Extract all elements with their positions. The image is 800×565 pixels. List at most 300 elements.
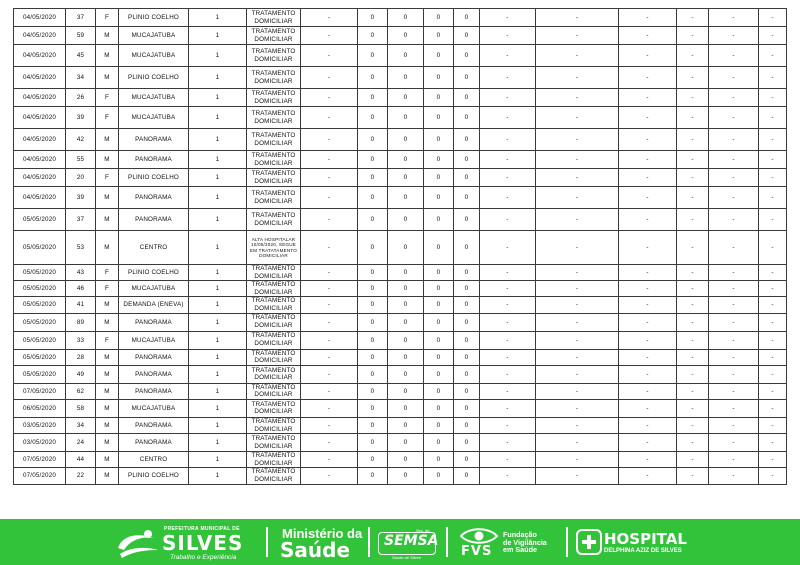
table-cell: 37 [66,9,96,27]
table-cell: - [619,107,677,129]
table-cell: - [759,209,787,231]
table-cell: PLINIO COELHO [119,265,189,281]
table-cell: 1 [189,434,247,452]
table-cell: 07/05/2020 [14,452,66,468]
table-cell: TRATAMENTO DOMICILIAR [247,297,301,313]
table-cell: - [301,151,358,169]
table-cell: - [301,89,358,107]
table-cell: 33 [66,331,96,349]
table-row [14,297,787,313]
table-cell: TRATAMENTO DOMICILIAR [247,9,301,27]
table-cell: - [759,383,787,399]
table-cell: 0 [424,107,454,129]
table-cell: 0 [388,468,424,484]
table-cell: - [759,349,787,365]
ministerio-line2: Saúde [280,538,351,562]
table-cell: 0 [358,452,388,468]
table-cell: - [536,209,619,231]
table-row [14,399,787,417]
table-cell: 0 [358,281,388,297]
table-cell: - [536,297,619,313]
table-cell: MUCAJATUBA [119,45,189,67]
table-cell: - [677,107,709,129]
table-cell: - [709,129,759,151]
table-cell: 06/05/2020 [14,399,66,417]
table-cell: TRATAMENTO DOMICILIAR [247,27,301,45]
table-cell: 0 [358,313,388,331]
hospital-logo [572,519,692,565]
table-cell: 0 [454,313,480,331]
table-cell: 34 [66,67,96,89]
table-cell: 49 [66,365,96,383]
table-cell: 0 [388,331,424,349]
table-cell: 0 [424,399,454,417]
table-cell: - [619,265,677,281]
table-cell: - [480,468,536,484]
table-cell: 0 [388,89,424,107]
table-cell: TRATAMENTO DOMICILIAR [247,151,301,169]
table-cell: - [536,27,619,45]
table-cell: 0 [358,45,388,67]
table-cell: - [677,169,709,187]
table-cell: - [536,151,619,169]
table-cell: - [677,417,709,433]
silves-slogan: Trabalho e Experiência [170,554,237,561]
table-cell: - [677,45,709,67]
table-cell: 0 [358,209,388,231]
table-cell: 05/05/2020 [14,349,66,365]
table-row [14,67,787,89]
table-cell: TRATAMENTO DOMICILIAR [247,281,301,297]
table-cell: 0 [424,27,454,45]
table-cell: F [96,169,119,187]
table-cell: PANORAMA [119,209,189,231]
table-cell: F [96,265,119,281]
table-cell: 1 [189,231,247,265]
table-cell: 04/05/2020 [14,129,66,151]
table-cell: - [480,313,536,331]
table-cell: 55 [66,151,96,169]
table-cell: - [677,9,709,27]
table-cell: 05/05/2020 [14,265,66,281]
table-cell: - [709,452,759,468]
table-cell: - [480,452,536,468]
table-cell: 0 [454,89,480,107]
table-cell: 0 [454,468,480,484]
table-cell: 0 [358,365,388,383]
table-cell: PANORAMA [119,349,189,365]
table-cell: 39 [66,107,96,129]
table-cell: - [619,27,677,45]
table-cell: - [759,67,787,89]
table-cell: 03/05/2020 [14,417,66,433]
table-cell: - [536,169,619,187]
table-cell: 04/05/2020 [14,67,66,89]
table-cell: M [96,129,119,151]
table-cell: 58 [66,399,96,417]
table-cell: 0 [388,187,424,209]
table-cell: - [619,417,677,433]
table-cell: 1 [189,45,247,67]
sponsor-footer [0,519,800,565]
table-cell: PANORAMA [119,129,189,151]
table-cell: - [709,45,759,67]
table-cell: - [677,349,709,365]
table-cell: - [480,417,536,433]
table-cell: F [96,89,119,107]
table-cell: - [536,45,619,67]
table-row [14,129,787,151]
table-row [14,313,787,331]
table-cell: - [536,281,619,297]
table-cell: 0 [424,169,454,187]
table-cell: TRATAMENTO DOMICILIAR [247,265,301,281]
table-cell: - [480,107,536,129]
table-cell: - [709,107,759,129]
table-cell: 0 [388,452,424,468]
table-cell: - [619,281,677,297]
table-cell: DEMANDA (ENEVA) [119,297,189,313]
table-cell: 1 [189,365,247,383]
table-cell: - [677,399,709,417]
fvs-line1: Fundação [503,530,537,539]
table-cell: - [619,45,677,67]
table-cell: - [301,468,358,484]
table-cell: PANORAMA [119,365,189,383]
table-cell: 0 [424,281,454,297]
table-cell: 0 [388,399,424,417]
table-cell: - [301,209,358,231]
table-cell: - [301,434,358,452]
table-cell: TRATAMENTO DOMICILIAR [247,169,301,187]
table-cell: - [480,231,536,265]
table-cell: 34 [66,417,96,433]
table-cell: 0 [454,331,480,349]
table-cell: - [480,169,536,187]
table-cell: 0 [388,313,424,331]
table-cell: - [619,209,677,231]
table-cell: - [536,452,619,468]
table-cell: - [759,89,787,107]
table-cell: 0 [388,383,424,399]
table-cell: - [759,399,787,417]
table-cell: - [480,67,536,89]
table-cell: - [301,331,358,349]
table-cell: - [536,365,619,383]
table-cell: - [759,187,787,209]
table-cell: F [96,9,119,27]
table-cell: TRATAMENTO DOMICILIAR [247,365,301,383]
table-cell: - [619,452,677,468]
table-cell: - [480,187,536,209]
table-cell: - [709,399,759,417]
table-cell: 1 [189,417,247,433]
table-cell: 59 [66,27,96,45]
table-cell: M [96,399,119,417]
table-cell: 0 [388,129,424,151]
table-cell: - [759,45,787,67]
table-cell: 0 [388,9,424,27]
table-cell: 0 [358,9,388,27]
table-cell: - [480,45,536,67]
table-cell: M [96,349,119,365]
table-cell: 0 [358,297,388,313]
table-cell: - [709,265,759,281]
table-cell: - [619,67,677,89]
table-cell: TRATAMENTO DOMICILIAR [247,45,301,67]
table-cell: 04/05/2020 [14,169,66,187]
table-cell: 0 [388,45,424,67]
table-cell: - [759,434,787,452]
table-cell: - [301,365,358,383]
table-cell: 0 [388,265,424,281]
table-row [14,169,787,187]
table-cell: - [677,331,709,349]
table-cell: - [677,434,709,452]
table-cell: - [536,67,619,89]
table-cell: M [96,383,119,399]
table-cell: - [759,107,787,129]
table-cell: 0 [388,434,424,452]
table-cell: 03/05/2020 [14,434,66,452]
table-cell: - [709,281,759,297]
table-cell: 0 [358,434,388,452]
table-cell: - [536,89,619,107]
table-cell: 0 [388,297,424,313]
table-cell: - [759,27,787,45]
table-cell: 0 [454,281,480,297]
table-cell: 0 [424,89,454,107]
table-cell: 07/05/2020 [14,383,66,399]
table-cell: - [480,209,536,231]
table-body [14,9,787,485]
table-cell: 0 [454,27,480,45]
semsa-small: Sec. de [416,528,430,533]
table-cell: - [677,209,709,231]
table-cell: 0 [424,468,454,484]
table-cell: 1 [189,27,247,45]
table-cell: F [96,281,119,297]
table-cell: 1 [189,331,247,349]
table-cell: 0 [424,417,454,433]
table-cell: - [709,27,759,45]
table-cell: - [759,313,787,331]
table-cell: MUCAJATUBA [119,399,189,417]
table-cell: 1 [189,297,247,313]
table-cell: TRATAMENTO DOMICILIAR [247,107,301,129]
table-cell: - [709,209,759,231]
table-cell: MUCAJATUBA [119,281,189,297]
table-cell: 1 [189,9,247,27]
table-cell: - [619,231,677,265]
semsa-logo [372,519,442,565]
table-cell: 39 [66,187,96,209]
table-cell: 0 [454,231,480,265]
table-cell: 1 [189,399,247,417]
table-cell: - [619,399,677,417]
table-cell: TRATAMENTO DOMICILIAR [247,468,301,484]
table-cell: 46 [66,281,96,297]
table-cell: 0 [358,399,388,417]
table-row [14,45,787,67]
table-cell: - [759,452,787,468]
table-cell: 0 [424,365,454,383]
table-cell: - [709,383,759,399]
table-cell: - [301,45,358,67]
table-cell: TRATAMENTO DOMICILIAR [247,349,301,365]
table-cell: ALTA HOSPITALAR 10/05/2020, SEGUE EM TRATATAMENTO DOMICILIAR [247,231,301,265]
table-cell: 0 [424,452,454,468]
table-cell: 0 [454,434,480,452]
table-cell: - [301,265,358,281]
table-cell: - [619,313,677,331]
table-cell: 24 [66,434,96,452]
table-cell: 05/05/2020 [14,313,66,331]
table-cell: 0 [358,151,388,169]
table-row [14,468,787,484]
table-cell: - [677,27,709,45]
table-cell: - [301,399,358,417]
table-cell: - [536,187,619,209]
table-cell: - [619,365,677,383]
table-cell: 0 [358,349,388,365]
table-cell: - [301,9,358,27]
table-cell: 22 [66,468,96,484]
table-cell: 0 [358,169,388,187]
table-cell: - [677,231,709,265]
table-cell: - [619,383,677,399]
table-row [14,27,787,45]
table-row [14,187,787,209]
table-cell: 0 [424,151,454,169]
table-cell: - [619,297,677,313]
prefecture-label: PREFEITURA MUNICIPAL DE [164,526,240,532]
table-cell: - [709,89,759,107]
table-cell: - [301,107,358,129]
table-cell: M [96,231,119,265]
table-cell: - [619,169,677,187]
table-cell: 26 [66,89,96,107]
table-cell: - [536,468,619,484]
table-cell: 0 [388,417,424,433]
table-cell: 0 [424,383,454,399]
table-cell: 1 [189,107,247,129]
table-cell: TRATAMENTO DOMICILIAR [247,383,301,399]
table-cell: MUCAJATUBA [119,331,189,349]
table-cell: PLINIO COELHO [119,468,189,484]
ministerio-line1: Ministério da [282,526,363,541]
table-cell: 04/05/2020 [14,187,66,209]
table-cell: M [96,67,119,89]
table-row [14,107,787,129]
table-cell: 0 [388,67,424,89]
table-cell: PANORAMA [119,187,189,209]
table-cell: 1 [189,89,247,107]
table-cell: CENTRO [119,452,189,468]
fvs-logo [453,519,565,565]
table-cell: - [536,265,619,281]
table-cell: 42 [66,129,96,151]
table-cell: - [480,129,536,151]
table-cell: M [96,365,119,383]
table-cell: 1 [189,209,247,231]
table-cell: 04/05/2020 [14,107,66,129]
table-cell: 0 [358,27,388,45]
table-cell: 1 [189,67,247,89]
table-cell: PLINIO COELHO [119,169,189,187]
table-cell: TRATAMENTO DOMICILIAR [247,89,301,107]
table-cell: 0 [424,313,454,331]
table-cell: TRATAMENTO DOMICILIAR [247,434,301,452]
table-cell: - [759,468,787,484]
table-cell: 0 [454,209,480,231]
table-cell: - [709,417,759,433]
table-cell: - [677,297,709,313]
table-cell: - [677,67,709,89]
table-cell: M [96,417,119,433]
table-cell: - [619,151,677,169]
table-cell: - [536,331,619,349]
table-cell: - [677,89,709,107]
table-cell: 0 [454,187,480,209]
table-cell: M [96,45,119,67]
fvs-line2: de Vigilância [503,537,547,547]
table-cell: - [480,9,536,27]
table-cell: 0 [454,67,480,89]
fvs-text [503,531,547,554]
table-cell: - [677,452,709,468]
table-cell: 0 [424,67,454,89]
table-cell: TRATAMENTO DOMICILIAR [247,129,301,151]
table-cell: - [759,151,787,169]
table-cell: PANORAMA [119,417,189,433]
table-cell: 0 [454,349,480,365]
table-cell: - [619,349,677,365]
table-cell: - [709,169,759,187]
table-cell: 0 [358,187,388,209]
table-cell: 0 [454,151,480,169]
table-row [14,89,787,107]
ministerio-saude-logo [274,519,370,565]
table-cell: - [536,9,619,27]
table-cell: 0 [424,331,454,349]
table-cell: 20 [66,169,96,187]
table-cell: - [709,297,759,313]
table-cell: TRATAMENTO DOMICILIAR [247,399,301,417]
table-cell: 0 [358,417,388,433]
table-cell: - [480,265,536,281]
table-cell: PANORAMA [119,151,189,169]
table-cell: - [536,399,619,417]
table-cell: 44 [66,452,96,468]
table-cell: - [677,281,709,297]
table-cell: 0 [358,129,388,151]
semsa-foot: Saúde de Silves [392,555,421,560]
table-cell: PLINIO COELHO [119,9,189,27]
table-cell: 1 [189,129,247,151]
table-cell: PLINIO COELHO [119,67,189,89]
table-cell: - [759,281,787,297]
table-cell: 0 [454,417,480,433]
table-cell: F [96,107,119,129]
table-row [14,417,787,433]
table-cell: - [759,417,787,433]
table-cell: 28 [66,349,96,365]
table-cell: TRATAMENTO DOMICILIAR [247,417,301,433]
table-cell: 0 [424,187,454,209]
table-cell: 0 [454,107,480,129]
table-cell: - [536,383,619,399]
